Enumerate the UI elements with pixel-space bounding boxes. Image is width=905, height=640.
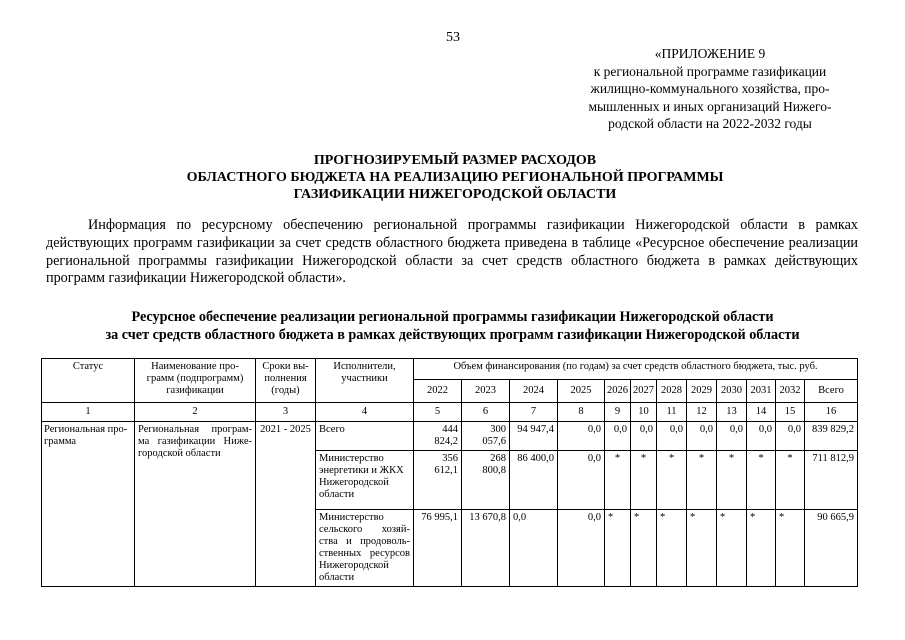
value-cell: 0,0: [717, 422, 747, 451]
document-heading: [140, 152, 770, 203]
value-cell: *: [657, 451, 687, 510]
appendix-line: родской области на 2022-2032 годы: [608, 116, 812, 131]
appendix-line: жилищно-коммунального хозяйства, про-: [590, 81, 830, 96]
column-number: 7: [510, 403, 558, 422]
table-title-line: за счет средств областного бюджета в рамках действующих программ газификации Нижегородской области: [105, 326, 800, 343]
heading-line: ГАЗИФИКАЦИИ НИЖЕГОРОДСКОЙ ОБЛАСТИ: [293, 187, 617, 202]
value-cell: 0,0: [558, 422, 605, 451]
value-cell: 356 612,1: [414, 451, 462, 510]
value-cell: 94 947,4: [510, 422, 558, 451]
total-cell: 839 829,2: [805, 422, 858, 451]
column-number: 6: [462, 403, 510, 422]
value-cell: 13 670,8: [462, 510, 510, 587]
column-number-row: [42, 403, 858, 422]
value-cell: 86 400,0: [510, 451, 558, 510]
column-number: 2: [135, 403, 256, 422]
column-number: 4: [316, 403, 414, 422]
value-cell: *: [657, 510, 687, 587]
value-cell: *: [717, 451, 747, 510]
header-total: Всего: [805, 380, 858, 403]
header-year: 2025: [558, 380, 605, 403]
value-cell: 0,0: [657, 422, 687, 451]
heading-line: ПРОГНОЗИРУЕМЫЙ РАЗМЕР РАСХОДОВ: [313, 153, 597, 168]
executor-cell: Министерство энергетики и ЖКХ Нижегородской области: [316, 451, 414, 510]
header-year: 2023: [462, 380, 510, 403]
executor-cell: Министерство сельского хозяй-ства и продоволь-ственных ресурсов Нижегородской области: [316, 510, 414, 587]
header-year: 2022: [414, 380, 462, 403]
value-cell: *: [776, 510, 805, 587]
table-header-row: [42, 359, 858, 380]
value-cell: 0,0: [687, 422, 717, 451]
value-cell: 268 800,8: [462, 451, 510, 510]
value-cell: 0,0: [605, 422, 631, 451]
intro-paragraph: Информация по ресурсному обеспечению региональной программы газификации Нижегородской области в рамках действующих программ газификации за счет средств областного бюджета приведена в таблице «Ресурсное обеспечение реализации региональной программы газификации Нижегородской области за счет средств областного бюджета в рамках действующих программ газификации Нижегородской области».: [46, 217, 858, 287]
column-number: 5: [414, 403, 462, 422]
column-number: 10: [631, 403, 657, 422]
value-cell: 0,0: [776, 422, 805, 451]
column-number: 11: [657, 403, 687, 422]
appendix-caption: [560, 45, 860, 133]
column-number: 9: [605, 403, 631, 422]
terms-cell: 2021 - 2025: [256, 422, 316, 587]
value-cell: 0,0: [558, 451, 605, 510]
header-year: 2028: [657, 380, 687, 403]
header-terms: Сроки вы-полнения (годы): [256, 359, 316, 403]
value-cell: *: [776, 451, 805, 510]
value-cell: *: [687, 510, 717, 587]
value-cell: *: [717, 510, 747, 587]
column-number: 14: [747, 403, 776, 422]
appendix-line: к региональной программе газификации: [593, 63, 827, 79]
value-cell: 0,0: [558, 510, 605, 587]
header-executors: Исполнители, участники: [316, 359, 414, 403]
value-cell: *: [747, 510, 776, 587]
header-year: 2027: [631, 380, 657, 403]
header-year: 2031: [747, 380, 776, 403]
total-cell: 711 812,9: [805, 451, 858, 510]
column-number: 1: [42, 403, 135, 422]
header-year: 2026: [605, 380, 631, 403]
column-number: 8: [558, 403, 605, 422]
value-cell: *: [605, 510, 631, 587]
header-year: 2030: [717, 380, 747, 403]
header-status: Статус: [42, 359, 135, 403]
status-cell: Региональная про-грамма: [42, 422, 135, 587]
appendix-line: мышленных и иных организаций Нижего-: [588, 98, 832, 114]
program-name-cell: Региональная програм-ма газификации Ниже-городской области: [135, 422, 256, 587]
table-title: [40, 309, 865, 344]
value-cell: 0,0: [631, 422, 657, 451]
value-cell: 0,0: [747, 422, 776, 451]
header-name: Наименование про-грамм (подпрограмм) газификации: [135, 359, 256, 403]
column-number: 16: [805, 403, 858, 422]
column-number: 12: [687, 403, 717, 422]
page-number: 53: [446, 30, 460, 45]
header-funding: Объем финансирования (по годам) за счет средств областного бюджета, тыс. руб.: [414, 359, 858, 380]
header-year: 2032: [776, 380, 805, 403]
table-row: [42, 422, 858, 451]
value-cell: 76 995,1: [414, 510, 462, 587]
column-number: 15: [776, 403, 805, 422]
value-cell: *: [747, 451, 776, 510]
value-cell: *: [631, 510, 657, 587]
resource-table: [41, 358, 858, 587]
table-title-line: Ресурсное обеспечение реализации региональной программы газификации Нижегородской области: [131, 309, 774, 325]
value-cell: 0,0: [510, 510, 558, 587]
column-number: 13: [717, 403, 747, 422]
header-year: 2029: [687, 380, 717, 403]
heading-line: ОБЛАСТНОГО БЮДЖЕТА НА РЕАЛИЗАЦИЮ РЕГИОНАЛЬНОЙ ПРОГРАММЫ: [186, 170, 724, 185]
total-cell: 90 665,9: [805, 510, 858, 587]
value-cell: *: [631, 451, 657, 510]
header-year: 2024: [510, 380, 558, 403]
value-cell: 300 057,6: [462, 422, 510, 451]
value-cell: 444 824,2: [414, 422, 462, 451]
executor-cell: Всего: [316, 422, 414, 451]
value-cell: *: [687, 451, 717, 510]
column-number: 3: [256, 403, 316, 422]
value-cell: *: [605, 451, 631, 510]
appendix-line: «ПРИЛОЖЕНИЕ 9: [654, 46, 766, 61]
